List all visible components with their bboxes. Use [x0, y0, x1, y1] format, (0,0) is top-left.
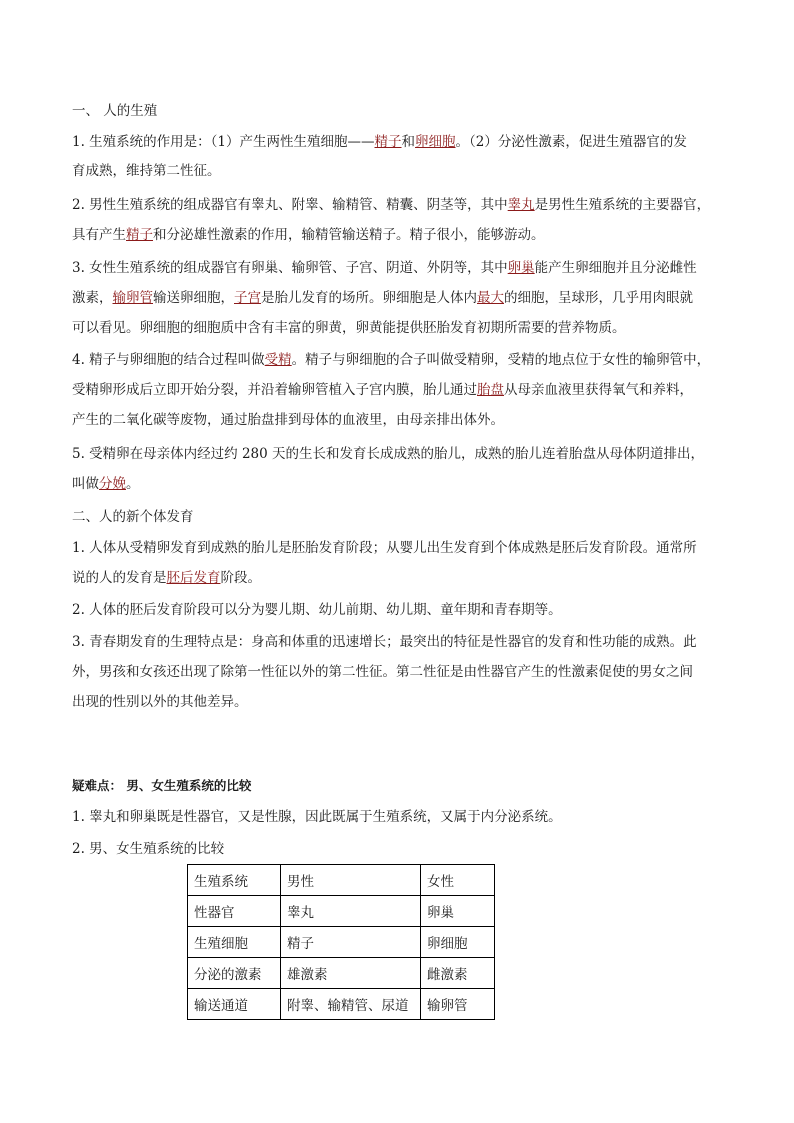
comparison-table [187, 864, 495, 1020]
paragraph-1-2-line2: 具有产生精子和分泌雄性激素的作用，输精管输送精子。精子很小，能够游动。 [72, 227, 545, 243]
paragraph-1-1-line2: 育成熟，维持第二性征。 [72, 163, 221, 179]
keyword-testis: 睾丸 [507, 197, 535, 213]
paragraph-1-3: 3. 女性生殖系统的组成器官有卵巢、输卵管、子宫、阴道、外阴等，其中卵巢能产生卵细胞并且分泌雌性 [72, 260, 697, 276]
keyword-postembryonic: 胚后发育 [166, 570, 221, 586]
table-cell: 性器官 [188, 896, 281, 927]
paragraph-1-4: 4. 精子与卵细胞的结合过程叫做受精。精子与卵细胞的合子叫做受精卵，受精的地点位于女性的输卵管中， [72, 352, 711, 368]
section-heading-2: 二、人的新个体发育 [72, 509, 194, 525]
keyword-largest: 最大 [477, 290, 504, 306]
keyword-placenta: 胎盘 [477, 382, 504, 398]
table-cell: 输送通道 [188, 989, 281, 1020]
table-cell: 输卵管 [421, 989, 495, 1020]
paragraph-1-1: 1. 生殖系统的作用是：（1）产生两性生殖细胞——精子和卵细胞。（2）分泌性激素，促进生殖器官的发 [72, 134, 687, 150]
table-cell: 卵细胞 [421, 927, 495, 958]
paragraph-1-4-line2: 受精卵形成后立即开始分裂，并沿着输卵管植入子宫内膜，胎儿通过胎盘从母亲血液里获得氧气和养料， [72, 382, 693, 398]
paragraph-1-3-line3: 可以看见。卵细胞的细胞质中含有丰富的卵黄，卵黄能提供胚胎发育初期所需要的营养物质。 [72, 320, 626, 336]
paragraph-1-2: 2. 男性生殖系统的组成器官有睾丸、附睾、输精管、精囊、阴茎等，其中睾丸是男性生殖系统的主要器官， [72, 197, 711, 213]
paragraph-1-4-line3: 产生的二氧化碳等废物，通过胎盘排到母体的血液里，由母亲排出体外。 [72, 412, 504, 428]
table-cell: 卵巢 [421, 896, 495, 927]
difficult-point-2: 2. 男、女生殖系统的比较 [72, 841, 225, 857]
paragraph-2-1-line2: 说的人的发育是胚后发育阶段。 [72, 570, 261, 586]
table-cell: 分泌的激素 [188, 958, 281, 989]
paragraph-1-3-line2: 激素，输卵管输送卵细胞，子宫是胎儿发育的场所。卵细胞是人体内最大的细胞，呈球形，几乎用肉眼就 [72, 290, 693, 306]
keyword-fertilization: 受精 [264, 352, 292, 368]
keyword-ovary: 卵巢 [507, 260, 535, 276]
keyword-uterus: 子宫 [234, 290, 261, 306]
paragraph-2-3-line2: 外，男孩和女孩还出现了除第一性征以外的第二性征。第二性征是由性器官产生的性激素促使的男女之间 [72, 664, 693, 680]
paragraph-1-5: 5. 受精卵在母亲体内经过约 280 天的生长和发育长成成熟的胎儿，成熟的胎儿连着胎盘从母体阴道排出， [72, 446, 705, 462]
table-cell: 精子 [281, 927, 421, 958]
table-row [188, 865, 495, 896]
table-cell: 男性 [281, 865, 421, 896]
table-cell: 附睾、输精管、尿道 [281, 989, 421, 1020]
difficult-point-1: 1. 睾丸和卵巢既是性器官，又是性腺，因此既属于生殖系统，又属于内分泌系统。 [72, 809, 562, 825]
table-cell: 睾丸 [281, 896, 421, 927]
table-cell: 生殖细胞 [188, 927, 281, 958]
keyword-childbirth: 分娩 [99, 476, 126, 492]
table-row [188, 896, 495, 927]
keyword-sperm-2: 精子 [126, 227, 153, 243]
paragraph-2-1: 1. 人体从受精卵发育到成熟的胎儿是胚胎发育阶段；从婴儿出生发育到个体成熟是胚后发育阶段。通常所 [72, 540, 697, 556]
section-heading-1: 一、 人的生殖 [72, 103, 158, 119]
keyword-oviduct: 输卵管 [112, 290, 153, 306]
table-cell: 雌激素 [421, 958, 495, 989]
paragraph-2-2: 2. 人体的胚后发育阶段可以分为婴儿期、幼儿前期、幼儿期、童年期和青春期等。 [72, 602, 562, 618]
paragraph-1-5-line2: 叫做分娩。 [72, 476, 140, 492]
difficult-point-heading: 疑难点： 男、女生殖系统的比较 [72, 778, 252, 793]
table-row [188, 989, 495, 1020]
paragraph-2-3: 3. 青春期发育的生理特点是：身高和体重的迅速增长；最突出的特征是性器官的发育和性功能的成熟。此 [72, 634, 697, 650]
table-row [188, 927, 495, 958]
table-cell: 生殖系统 [188, 865, 281, 896]
paragraph-2-3-line3: 出现的性别以外的其他差异。 [72, 694, 248, 710]
table-row [188, 958, 495, 989]
keyword-egg: 卵细胞 [415, 134, 456, 150]
keyword-sperm: 精子 [374, 134, 402, 150]
table-cell: 雄激素 [281, 958, 421, 989]
table-cell: 女性 [421, 865, 495, 896]
